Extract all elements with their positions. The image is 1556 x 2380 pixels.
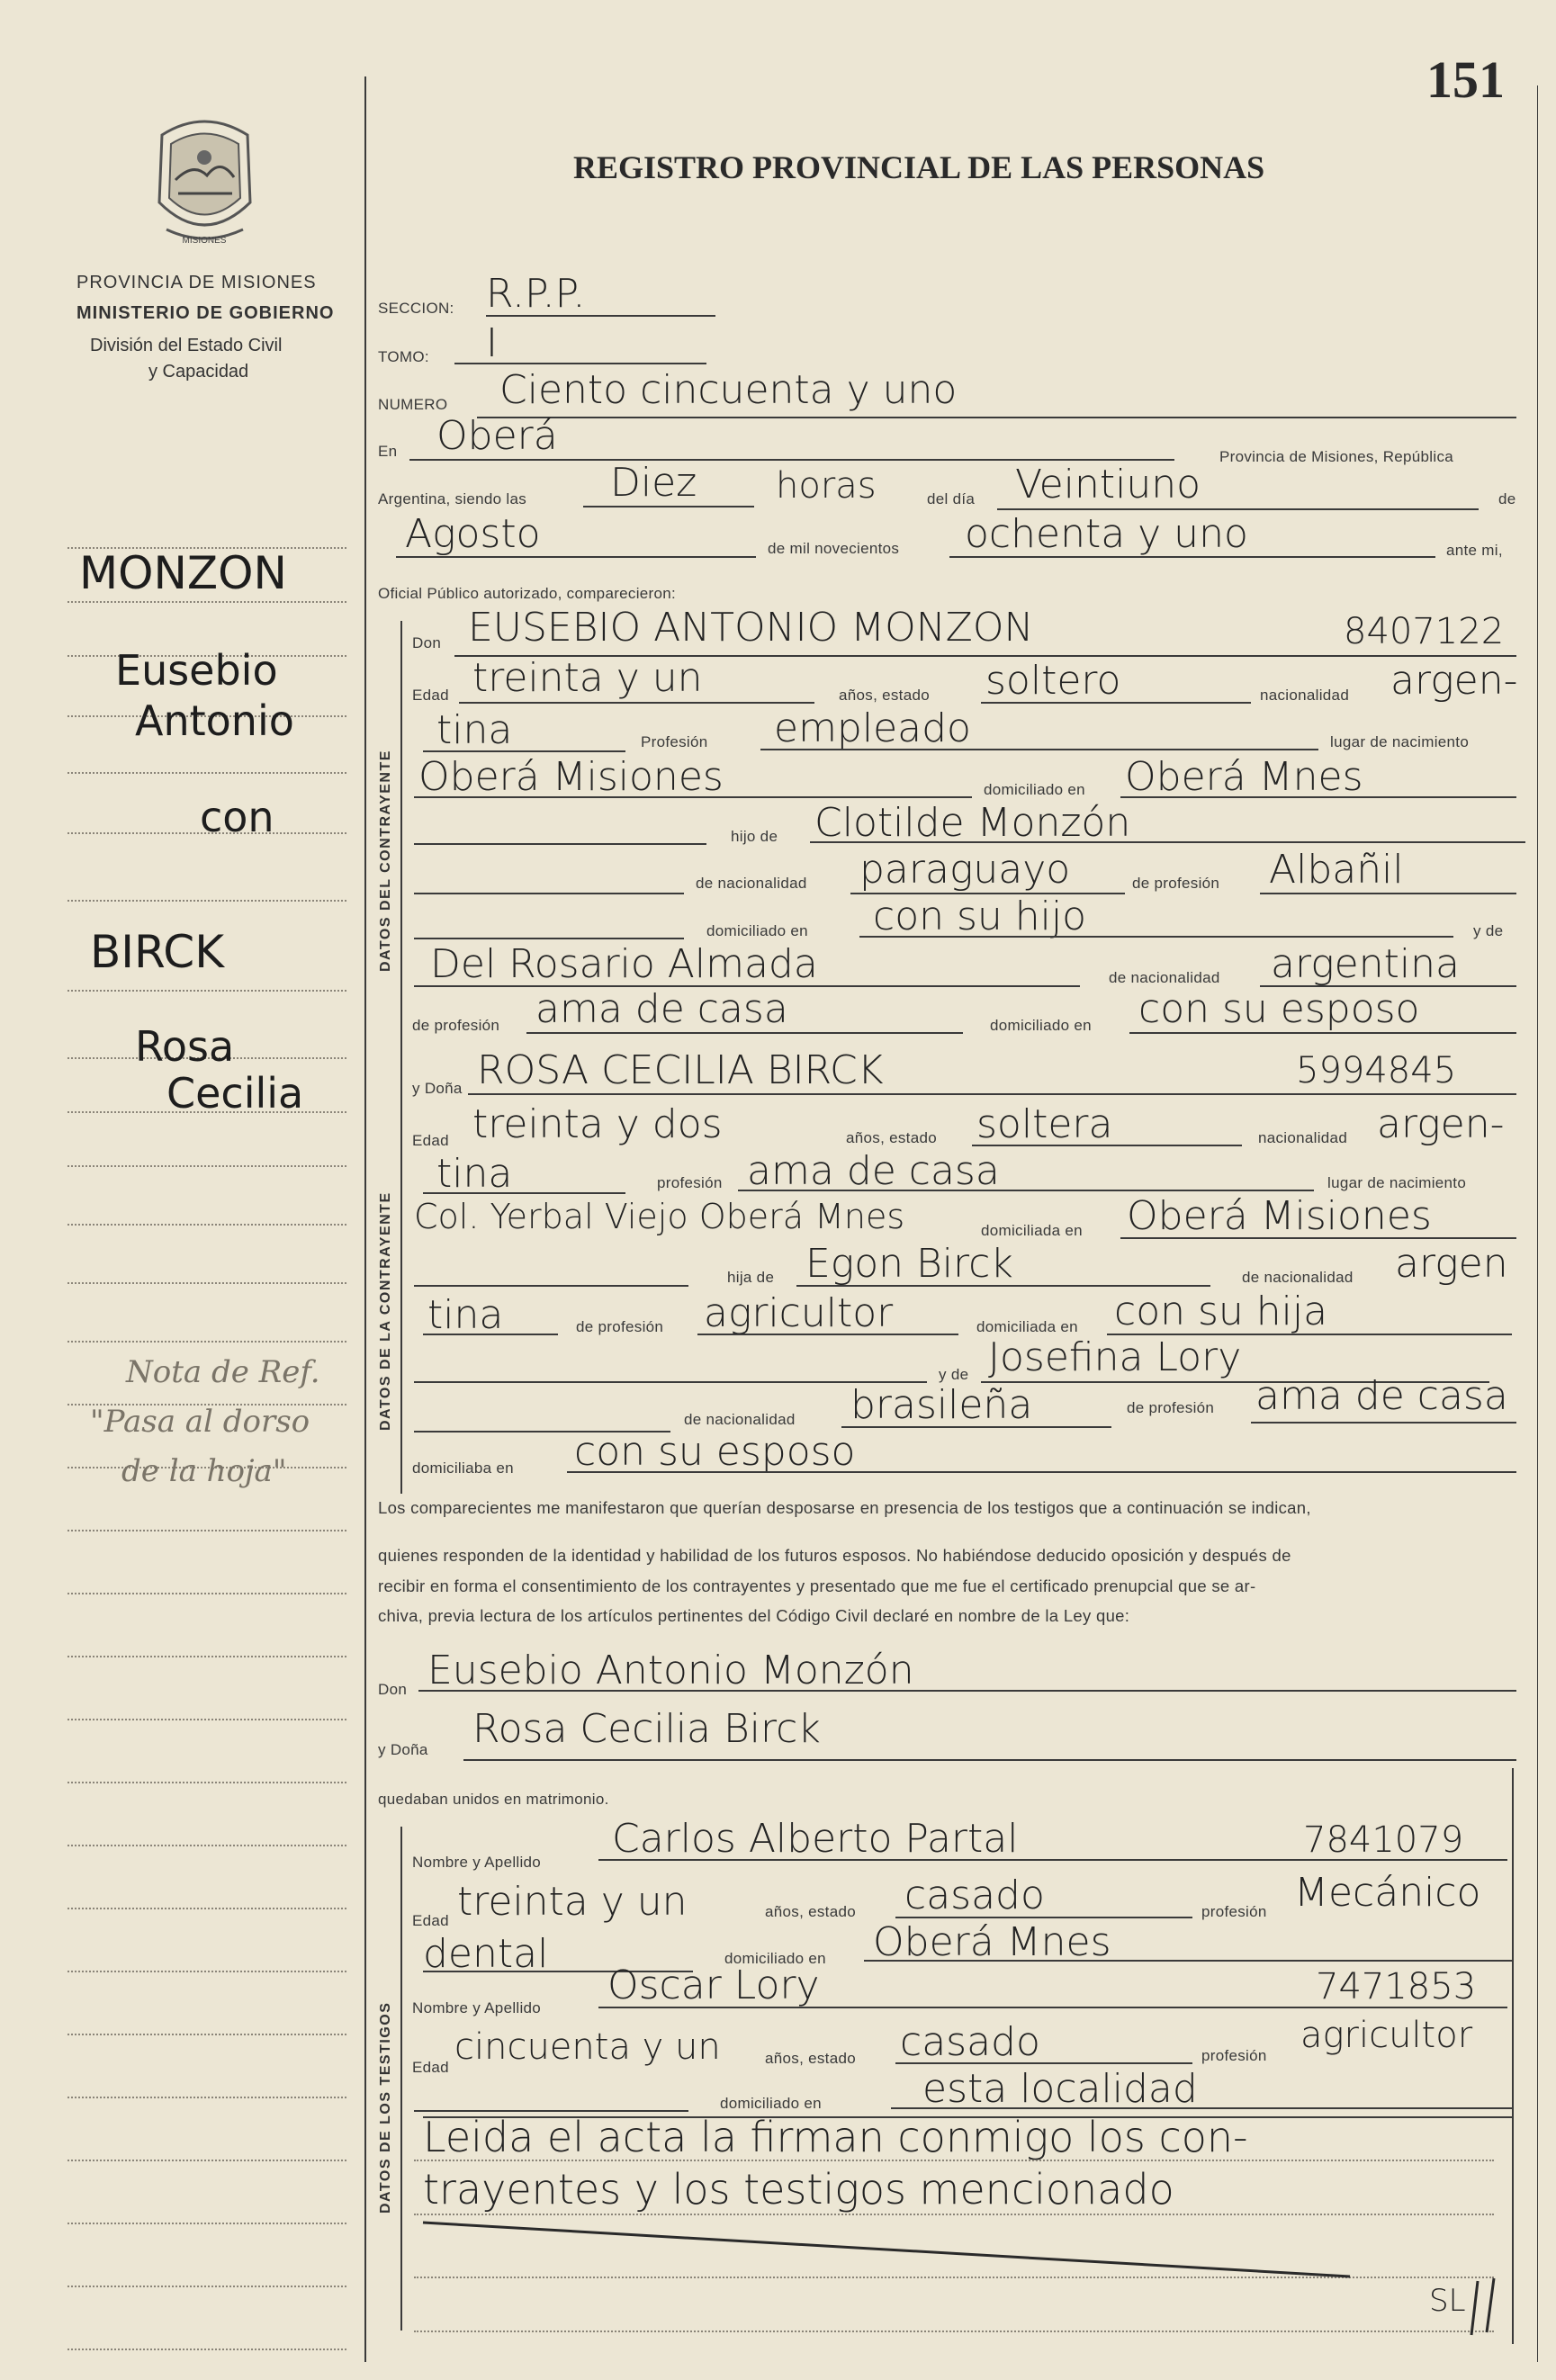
w1-domicilio: Oberá Mnes xyxy=(873,1919,1111,1965)
bride-estado: soltera xyxy=(976,1101,1113,1147)
w1-profesion1: Mecánico xyxy=(1294,1870,1481,1916)
label-ante-mi: ante mi, xyxy=(1446,542,1503,559)
groom-padre-nac: argentina xyxy=(1271,941,1460,987)
bride-label-nacionalidad: nacionalidad xyxy=(1258,1129,1348,1146)
groom-label-lugar-nac: lugar de nacimiento xyxy=(1330,733,1470,750)
w2-label-nombre: Nombre y Apellido xyxy=(412,1999,542,2016)
w1-edad: treinta y un xyxy=(457,1879,688,1925)
w2-label-anos-estado: años, estado xyxy=(765,2050,856,2067)
groom-label-de-prof1: de profesión xyxy=(1132,875,1220,892)
margin-note-line1: Nota de Ref. xyxy=(126,1354,320,1390)
groom-edad: treinta y un xyxy=(472,655,703,701)
groom-padre-dom: con su esposo xyxy=(1138,986,1420,1032)
bride-padre-prof: agricultor xyxy=(704,1290,894,1336)
groom-nac2: tina xyxy=(436,707,513,753)
bride-label-lugar-nac: lugar de nacimiento xyxy=(1327,1174,1467,1191)
margin-given-bride-1: Rosa xyxy=(135,1022,235,1071)
bride-nac2: tina xyxy=(436,1151,513,1197)
groom-label-de-prof2: de profesión xyxy=(412,1017,500,1034)
margin-surname-groom: MONZON xyxy=(79,547,287,599)
w1-estado: casado xyxy=(904,1873,1045,1918)
w2-domicilio: esta localidad xyxy=(922,2066,1198,2112)
label-en: En xyxy=(378,443,398,460)
margin-conjunction: con xyxy=(200,793,274,841)
bride-label-profesion: profesión xyxy=(657,1174,723,1191)
label-horas: horas xyxy=(776,465,877,507)
groom-label-dom-padre: domiciliado en xyxy=(990,1017,1092,1034)
value-numero: Ciento cincuenta y uno xyxy=(499,367,958,413)
bride-madre-dom: con su esposo xyxy=(574,1429,856,1475)
groom-domicilio: Oberá Mnes xyxy=(1125,754,1363,800)
w1-label-edad: Edad xyxy=(412,1912,449,1929)
w2-label-edad: Edad xyxy=(412,2059,449,2076)
w2-doc: 7471853 xyxy=(1316,1966,1477,2007)
bride-label-hija-de: hija de xyxy=(727,1269,775,1286)
label-y-dona: y Doña xyxy=(412,1080,463,1097)
bride-label-domiciliaba: domiciliaba en xyxy=(412,1459,514,1477)
groom-label-de-nac1: de nacionalidad xyxy=(696,875,807,892)
division-line1: División del Estado Civil xyxy=(90,336,283,355)
label-quedaban: quedaban unidos en matrimonio. xyxy=(378,1791,609,1808)
value-tomo: I xyxy=(486,320,498,366)
w2-profesion: agricultor xyxy=(1300,2015,1473,2056)
label-oficial: Oficial Público autorizado, comparecieron: xyxy=(378,585,677,602)
bride-label-edad: Edad xyxy=(412,1132,449,1149)
label-provincia: Provincia de Misiones, República xyxy=(1219,448,1454,465)
bride-padre: Egon Birck xyxy=(805,1241,1013,1287)
bride-padre-dom: con su hija xyxy=(1114,1289,1328,1334)
bride-name: ROSA CECILIA BIRCK xyxy=(477,1047,884,1093)
statement-line3: recibir en forma el consentimiento de los contrayentes y presentado que me fue el certificado prenupcial que se ar- xyxy=(378,1576,1256,1595)
groom-estado: soltero xyxy=(985,658,1121,704)
statement-line4: chiva, previa lectura de los artículos pertinentes del Código Civil declaré en nombre de la Ley que: xyxy=(378,1606,1130,1625)
groom-nacimiento: Oberá Misiones xyxy=(418,754,724,800)
bride-doc: 5994845 xyxy=(1296,1050,1457,1091)
w1-name: Carlos Alberto Partal xyxy=(612,1816,1019,1862)
bride-label-y-de: y de xyxy=(939,1366,969,1383)
decl-don: Eusebio Antonio Monzón xyxy=(427,1648,914,1693)
groom-madre-dom: con su hijo xyxy=(873,894,1087,939)
province-seal xyxy=(144,112,265,252)
margin-given-groom-2: Antonio xyxy=(135,696,294,745)
division-line2: y Capacidad xyxy=(148,362,249,382)
bride-label-de-nac2: de nacionalidad xyxy=(684,1411,796,1428)
groom-label-edad: Edad xyxy=(412,687,449,704)
bride-label-anos-estado: años, estado xyxy=(846,1129,937,1146)
value-mes: Agosto xyxy=(405,511,541,557)
decl-label-don: Don xyxy=(378,1681,408,1698)
bride-domicilio: Oberá Misiones xyxy=(1127,1193,1432,1239)
w1-label-profesion: profesión xyxy=(1201,1903,1267,1920)
decl-label-dona: y Doña xyxy=(378,1741,428,1758)
bride-madre-nac: brasileña xyxy=(850,1382,1033,1428)
bride-label-de-nac1: de nacionalidad xyxy=(1242,1269,1354,1286)
ministry-name: MINISTERIO DE GOBIERNO xyxy=(76,303,335,323)
bride-padre-nac2: tina xyxy=(427,1292,504,1338)
document-title: REGISTRO PROVINCIAL DE LAS PERSONAS xyxy=(573,149,1265,185)
groom-doc: 8407122 xyxy=(1344,611,1505,652)
value-lugar: Oberá xyxy=(436,413,558,459)
groom-madre-nac: paraguayo xyxy=(859,847,1071,893)
margin-given-bride-2: Cecilia xyxy=(166,1069,304,1118)
bride-edad: treinta y dos xyxy=(472,1101,723,1147)
w2-name: Oscar Lory xyxy=(607,1962,820,2008)
bride-nacimiento: Col. Yerbal Viejo Oberá Mnes xyxy=(414,1197,905,1236)
w1-label-anos-estado: años, estado xyxy=(765,1903,856,1920)
label-de: de xyxy=(1498,490,1516,507)
decl-dona: Rosa Cecilia Birck xyxy=(472,1706,821,1752)
w1-label-nombre: Nombre y Apellido xyxy=(412,1854,542,1871)
label-tomo: TOMO: xyxy=(378,348,429,365)
closing-mark-strokes xyxy=(1467,2277,1503,2340)
w1-profesion2: dental xyxy=(423,1931,549,1977)
side-label-groom: DATOS DEL CONTRAYENTE xyxy=(378,750,393,972)
main-divider xyxy=(364,76,366,2362)
bride-madre-prof: ama de casa xyxy=(1255,1373,1508,1419)
groom-label-y-de: y de xyxy=(1473,922,1504,939)
margin-surname-bride: BIRCK xyxy=(90,926,224,978)
label-argentina-siendo: Argentina, siendo las xyxy=(378,490,527,507)
w1-label-domiciliado: domiciliado en xyxy=(724,1950,826,1967)
groom-padre: Del Rosario Almada xyxy=(430,941,818,987)
groom-label-domiciliado: domiciliado en xyxy=(984,781,1085,798)
groom-label-hijo-de: hijo de xyxy=(731,828,778,845)
groom-label-dom-madre: domiciliado en xyxy=(706,922,808,939)
side-label-witnesses: DATOS DE LOS TESTIGOS xyxy=(378,2001,393,2214)
statement-line1: Los comparecientes me manifestaron que querían desposarse en presencia de los testigos que a continuación se indican, xyxy=(378,1498,1311,1517)
margin-note-line2: "Pasa al dorso xyxy=(90,1404,310,1440)
value-dia: Veintiuno xyxy=(1015,462,1201,507)
w1-doc: 7841079 xyxy=(1303,1819,1464,1861)
side-label-bride: DATOS DE LA CONTRAYENTE xyxy=(378,1191,393,1431)
bride-label-domiciliada: domiciliada en xyxy=(981,1222,1083,1239)
value-seccion: R.P.P. xyxy=(486,271,586,317)
closing-line2: trayentes y los testigos mencionado xyxy=(423,2165,1174,2214)
margin-note-line3: de la hoja" xyxy=(121,1453,287,1489)
province-name: PROVINCIA DE MISIONES xyxy=(76,273,317,292)
margin-given-groom-1: Eusebio xyxy=(115,646,278,695)
groom-profesion: empleado xyxy=(774,705,971,751)
label-don: Don xyxy=(412,634,442,651)
statement-line2: quienes responden de la identidad y habilidad de los futuros esposos. No habiéndose deducido oposición y después de xyxy=(378,1546,1291,1565)
closing-mark: SL xyxy=(1429,2283,1466,2319)
svg-text:MISIONES: MISIONES xyxy=(182,236,227,246)
label-seccion: SECCION: xyxy=(378,300,454,317)
groom-nac1: argen- xyxy=(1390,658,1518,704)
groom-label-nacionalidad: nacionalidad xyxy=(1260,687,1350,704)
bride-profesion: ama de casa xyxy=(747,1148,1000,1194)
groom-label-de-nac2: de nacionalidad xyxy=(1109,969,1220,986)
value-hora: Diez xyxy=(610,460,697,506)
groom-padre-prof: ama de casa xyxy=(535,986,788,1032)
w2-estado: casado xyxy=(900,2019,1040,2065)
right-border xyxy=(1537,85,1538,2362)
groom-madre: Clotilde Monzón xyxy=(814,800,1131,846)
groom-label-profesion: Profesión xyxy=(641,733,708,750)
label-de-mil: de mil novecientos xyxy=(768,540,900,557)
closing-line1: Leida el acta la firman conmigo los con- xyxy=(423,2113,1248,2161)
w2-label-domiciliado: domiciliado en xyxy=(720,2095,822,2112)
bride-madre: Josefina Lory xyxy=(988,1334,1242,1380)
bride-padre-nac1: argen xyxy=(1395,1241,1508,1287)
page-number: 151 xyxy=(1426,50,1505,109)
w2-edad: cincuenta y un xyxy=(454,2026,721,2068)
bride-label-de-prof1: de profesión xyxy=(576,1318,664,1335)
w2-label-profesion: profesión xyxy=(1201,2047,1267,2064)
closing-strike-line xyxy=(414,2214,1404,2286)
groom-name: EUSEBIO ANTONIO MONZON xyxy=(468,605,1034,651)
label-del-dia: del día xyxy=(927,490,976,507)
value-anio: ochenta y uno xyxy=(965,511,1248,557)
bride-label-dom-padre: domiciliada en xyxy=(976,1318,1078,1335)
label-numero: NUMERO xyxy=(378,396,448,413)
bride-label-de-prof2: de profesión xyxy=(1127,1399,1215,1416)
groom-label-anos-estado: años, estado xyxy=(839,687,930,704)
groom-madre-prof: Albañil xyxy=(1269,847,1404,893)
bride-nac1: argen- xyxy=(1377,1101,1505,1147)
